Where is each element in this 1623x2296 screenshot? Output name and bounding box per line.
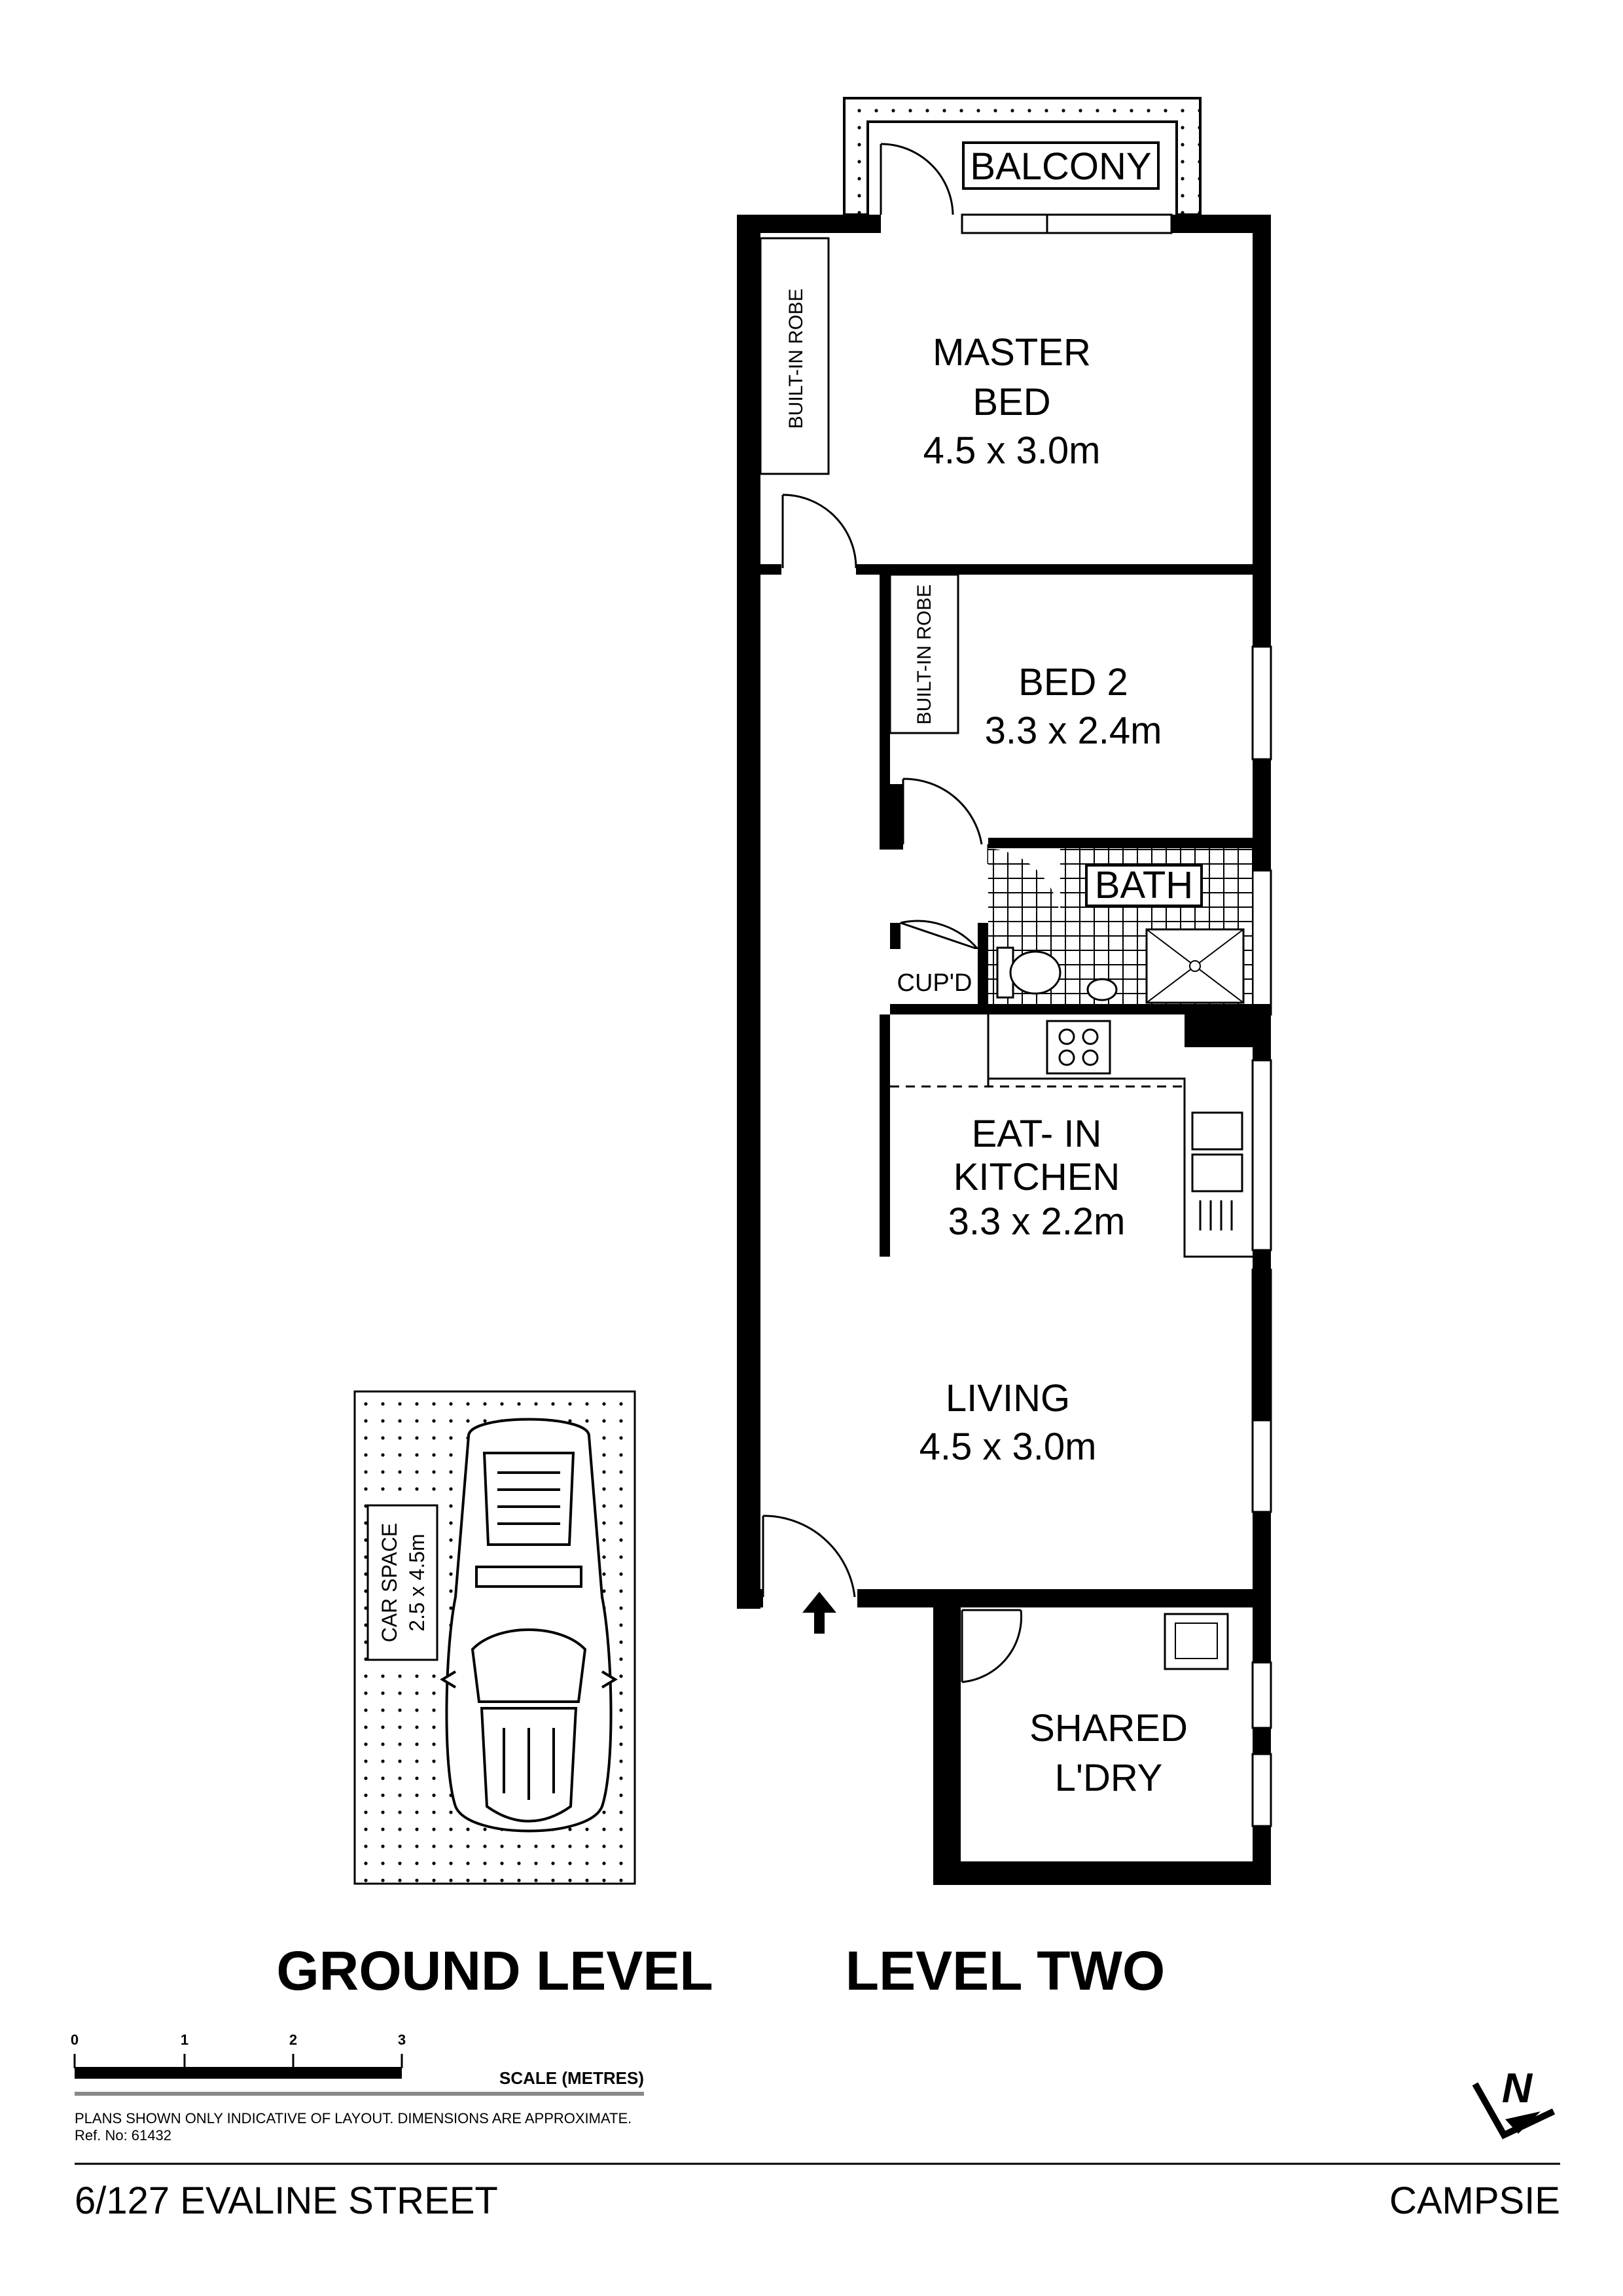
bed2-size: 3.3 x 2.4m (984, 709, 1162, 752)
cupboard-label: CUP'D (897, 969, 972, 997)
entry-arrow-icon (802, 1592, 836, 1634)
disclaimer-text: PLANS SHOWN ONLY INDICATIVE OF LAYOUT. DIMENSIONS ARE APPROXIMATE. (75, 2110, 632, 2126)
built-in-robes (760, 238, 958, 733)
car-icon (442, 1420, 615, 1831)
kitchen-line2: KITCHEN (953, 1156, 1120, 1198)
car-space-label: CAR SPACE (378, 1522, 401, 1643)
scale-tick-1: 1 (180, 2032, 189, 2048)
scale-tick-0: 0 (70, 2032, 79, 2048)
living-size: 4.5 x 3.0m (919, 1426, 1097, 1468)
master-bed-line1: MASTER (933, 331, 1091, 374)
bed2-name: BED 2 (1018, 661, 1128, 704)
north-compass-icon (1475, 2064, 1554, 2135)
ground-level-title: GROUND LEVEL (276, 1940, 713, 2001)
robe-label-bed2: BUILT-IN ROBE (914, 584, 935, 725)
laundry-line1: SHARED (1029, 1707, 1188, 1749)
scale-label: SCALE (METRES) (499, 2068, 644, 2088)
scale-tick-2: 2 (289, 2032, 298, 2048)
reference-number: Ref. No: 61432 (75, 2127, 171, 2144)
laundry-line2: L'DRY (1054, 1757, 1163, 1799)
car-space (355, 1391, 635, 1884)
master-bed-size: 4.5 x 3.0m (923, 429, 1101, 472)
living-name: LIVING (945, 1377, 1071, 1420)
level-two-title: LEVEL TWO (845, 1940, 1166, 2001)
laundry-tub (1165, 1614, 1228, 1669)
master-bed-line2: BED (972, 381, 1051, 423)
kitchen-size: 3.3 x 2.2m (948, 1200, 1126, 1243)
scale-tick-3: 3 (397, 2032, 406, 2048)
compass-north-letter: N (1501, 2064, 1533, 2111)
balcony (844, 98, 1200, 215)
property-address: 6/127 EVALINE STREET (75, 2179, 498, 2222)
kitchen-line1: EAT- IN (971, 1113, 1102, 1155)
scale-bar (71, 2032, 644, 2096)
car-space-size: 2.5 x 4.5m (405, 1534, 429, 1632)
robe-label-master: BUILT-IN ROBE (785, 288, 807, 429)
balcony-label: BALCONY (970, 145, 1152, 188)
bath-label: BATH (1094, 864, 1194, 906)
suburb-name: CAMPSIE (1389, 2179, 1560, 2222)
